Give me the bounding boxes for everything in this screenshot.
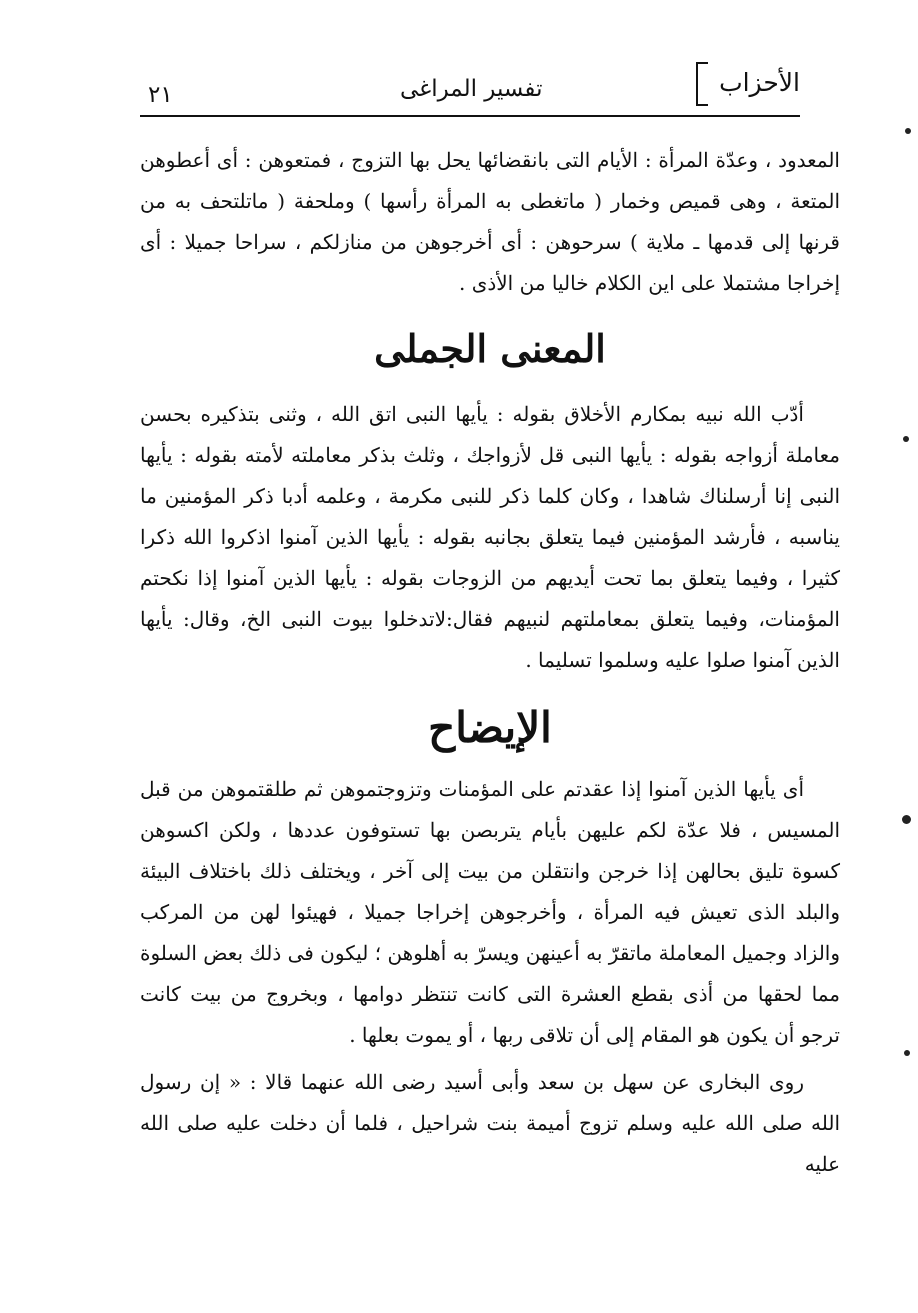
explanation-paragraph: أى يأيها الذين آمنوا إذا عقدتم على المؤمنات وتزوجتموهن ثم طلقتموهن من قبل المسيس ، فلا عدّة لكم عليهن بأيام يتربصن بها تستوفون عددها ، ولكن اكسوهن كسوة تليق بحالهن إذا خرجن وانتقلن من بيت إلى آخر ، ويختلف ذلك باختلاف البيئة والبلد الذى تعيش فيه المرأة ، وأخرجوهن إخراجا جميلا ، فهيئوا لهن من المركب والزاد وجميل المعاملة ماتقرّ به أعينهن ويسرّ به أهلوهن ؛ ليكون فى ذلك بعض السلوة مما لحقها من أذى بقطع العشرة التى كانت تنتظر دوامها ، وبخروج من بيت كانت ترجو أن يكون هو المقام إلى أن تلاقى ربها ، أو يموت بعلها . — [140, 777, 840, 1047]
surah-name: الأحزاب — [719, 68, 800, 97]
margin-speck — [902, 815, 911, 824]
margin-speck — [905, 128, 911, 134]
page-body — [140, 140, 840, 1185]
header-bracket — [696, 62, 708, 106]
hadith-paragraph: روى البخارى عن سهل بن سعد وأبى أسيد رضى الله عنهما قالا : « إن رسول الله صلى الله عليه وسلم تزوج أميمة بنت شراحيل ، فلما أن دخلت عليه صلى الله عليه — [140, 1070, 840, 1176]
general-meaning-paragraph: أدّب الله نبيه بمكارم الأخلاق بقوله : يأيها النبى اتق الله ، وثنى بتذكيره بحسن معاملة أزواجه بقوله : يأيها النبى قل لأزواجك ، وثلث بذكر معاملته لأمته بقوله : يأيها النبى إنا أرسلناك شاهدا ، وكان كلما ذكر للنبى مكرمة ، وعلمه أدبا ذكر المؤمنين ما يناسبه ، فأرشد المؤمنين فيما يتعلق بجانبه بقوله : يأيها الذين آمنوا اذكروا الله ذكرا كثيرا ، وفيما يتعلق بما تحت أيديهم من الزوجات بقوله : يأيها الذين آمنوا إذا نكحتم المؤمنات، وفيما يتعلق بمعاملتهم لنبيهم فقال:لاتدخلوا بيوت النبى الخ، وقال: يأيها الذين آمنوا صلوا عليه وسلموا تسليما . — [140, 402, 840, 672]
margin-speck — [903, 436, 909, 442]
page-header — [140, 62, 800, 118]
margin-speck — [904, 1050, 910, 1056]
heading-explanation: الإيضاح — [428, 703, 552, 752]
book-title: تفسير المراغى — [400, 76, 543, 102]
heading-general-meaning: المعنى الجملى — [374, 326, 606, 371]
header-rule — [140, 115, 800, 117]
page-number: ٢١ — [148, 82, 173, 108]
intro-paragraph: المعدود ، وعدّة المرأة : الأيام التى بانقضائها يحل بها التزوج ، فمتعوهن : أى أعطوهن المتعة ، وهى قميص وخمار ( ماتغطى به المرأة رأسها ) وملحفة ( ماتلتحف به من قرنها إلى قدمها ـ ملاية ) سرحوهن : أى أخرجوهن من منازلكم ، سراحا جميلا : أى إخراجا مشتملا على اين الكلام خاليا من الأذى . — [140, 148, 840, 295]
